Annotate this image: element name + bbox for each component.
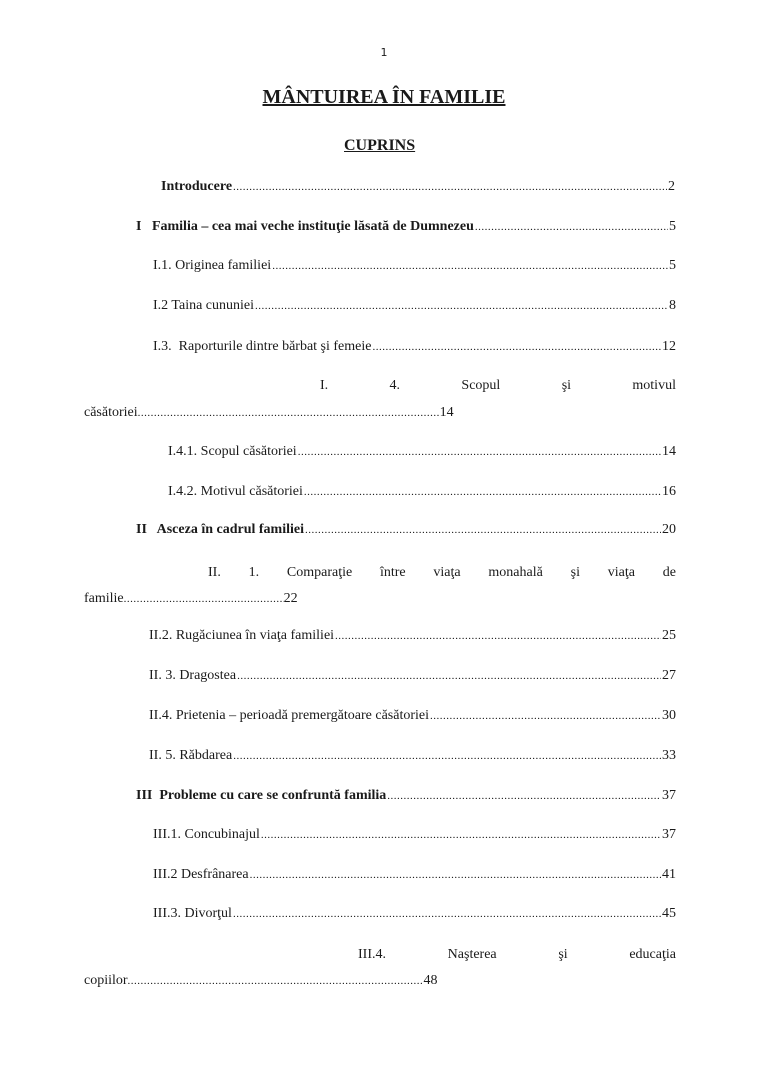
toc-word: şi <box>558 947 568 962</box>
toc-word: viaţa <box>607 565 635 580</box>
toc-word: de <box>662 565 676 580</box>
toc-leader <box>298 446 661 458</box>
toc-entry-1-2[interactable] <box>153 298 676 318</box>
toc-entry-2-2[interactable] <box>149 628 676 648</box>
toc-page: 27 <box>662 668 676 683</box>
toc-leader <box>255 300 668 312</box>
toc-entry-2-4[interactable] <box>149 708 676 728</box>
toc-entry-1-1[interactable] <box>153 258 676 278</box>
toc-word: 1. <box>248 565 260 580</box>
toc-leader <box>233 181 667 193</box>
toc-entry-1-4-2[interactable] <box>168 484 676 504</box>
toc-leader <box>233 750 661 762</box>
toc-word: III.4. <box>358 947 386 962</box>
toc-leader <box>335 630 661 642</box>
toc-word: viaţa <box>433 565 461 580</box>
toc-page: 8 <box>669 298 676 313</box>
toc-leader <box>250 869 661 881</box>
toc-entry-2-5[interactable] <box>149 748 676 768</box>
toc-page: 5 <box>669 258 676 273</box>
toc-page: 45 <box>662 906 676 921</box>
toc-leader <box>475 221 668 233</box>
page-number: 1 <box>380 46 388 59</box>
toc-word: între <box>379 565 406 580</box>
toc-entry-3-3[interactable] <box>153 906 676 926</box>
toc-word: Scopul <box>461 378 501 393</box>
toc-word: Naşterea <box>447 947 497 962</box>
toc-label: II. 5. Răbdarea <box>149 748 233 763</box>
toc-label: copiilor <box>84 973 128 988</box>
document-title: MÂNTUIREA ÎN FAMILIE <box>262 86 506 108</box>
toc-label: I.4.2. Motivul căsătoriei <box>168 484 303 499</box>
toc-leader <box>233 908 661 920</box>
toc-leader <box>372 341 661 353</box>
toc-entry-3-1[interactable] <box>153 827 676 847</box>
toc-label: I.3. Raporturile dintre bărbat şi femeie <box>153 339 372 354</box>
toc-page: 2 <box>668 179 675 194</box>
toc-entry-1-4[interactable] <box>320 378 676 394</box>
toc-entry-3-2[interactable] <box>153 867 676 887</box>
toc-label: I.4.1. Scopul căsătoriei <box>168 444 297 459</box>
toc-label: căsătoriei <box>84 405 138 420</box>
toc-word: motivul <box>632 378 676 393</box>
toc-word: 4. <box>389 378 401 393</box>
toc-leader <box>124 593 284 605</box>
toc-page: 14 <box>439 405 454 420</box>
toc-leader <box>272 260 668 272</box>
toc-entry-2-3[interactable] <box>149 668 676 688</box>
toc-leader <box>304 486 661 498</box>
toc-label: III Probleme cu care se confruntă familia <box>136 788 387 803</box>
toc-entry-chapter-1[interactable] <box>136 219 676 239</box>
toc-label: I.1. Originea familiei <box>153 258 272 273</box>
toc-entry-3-4[interactable] <box>358 947 676 963</box>
toc-label: II. 3. Dragostea <box>149 668 237 683</box>
toc-entry-3-4-continuation[interactable] <box>84 973 438 989</box>
toc-leader <box>128 975 424 987</box>
toc-label: III.2 Desfrânarea <box>153 867 249 882</box>
toc-word: I. <box>320 378 329 393</box>
toc-word: educaţia <box>629 947 676 962</box>
toc-word: şi <box>570 565 580 580</box>
toc-label: II.4. Prietenia – perioadă premergătoare căsătoriei <box>149 708 429 723</box>
toc-page: 25 <box>662 628 676 643</box>
toc-word: II. <box>208 565 221 580</box>
toc-page: 20 <box>662 522 676 537</box>
toc-word: Comparaţie <box>286 565 353 580</box>
toc-label: III.3. Divorţul <box>153 906 232 921</box>
toc-page: 30 <box>662 708 676 723</box>
toc-page: 16 <box>662 484 676 499</box>
toc-label: II Asceza în cadrul familiei <box>136 522 304 537</box>
toc-word: şi <box>561 378 572 393</box>
toc-page: 41 <box>662 867 676 882</box>
toc-page: 5 <box>669 219 676 234</box>
toc-page: 14 <box>662 444 676 459</box>
toc-leader <box>237 670 661 682</box>
toc-label: I.2 Taina cununiei <box>153 298 255 313</box>
toc-leader <box>387 790 661 802</box>
toc-entry-1-3[interactable] <box>153 339 676 359</box>
toc-entry-introducere[interactable] <box>161 179 675 199</box>
toc-leader <box>305 524 661 536</box>
toc-label: familie <box>84 591 124 606</box>
toc-page: 37 <box>662 788 676 803</box>
toc-entry-1-4-continuation[interactable] <box>84 405 454 421</box>
toc-word: monahală <box>488 565 543 580</box>
toc-label: III.1. Concubinajul <box>153 827 260 842</box>
toc-leader <box>261 829 661 841</box>
toc-page: 48 <box>423 973 438 988</box>
toc-label: I Familia – cea mai veche instituţie lăsată de Dumnezeu <box>136 219 474 234</box>
toc-page: 12 <box>662 339 676 354</box>
toc-entry-2-1-continuation[interactable] <box>84 591 298 607</box>
toc-entry-2-1[interactable] <box>208 565 676 581</box>
toc-page: 33 <box>662 748 676 763</box>
toc-page: 37 <box>662 827 676 842</box>
toc-label: II.2. Rugăciunea în viaţa familiei <box>149 628 335 643</box>
toc-leader <box>430 710 661 722</box>
toc-page: 22 <box>283 591 298 606</box>
toc-entry-chapter-2[interactable] <box>136 522 676 542</box>
toc-leader <box>138 407 440 419</box>
toc-entry-chapter-3[interactable] <box>136 788 676 808</box>
toc-label: Introducere <box>161 179 233 194</box>
toc-heading: CUPRINS <box>344 137 416 154</box>
toc-entry-1-4-1[interactable] <box>168 444 676 464</box>
